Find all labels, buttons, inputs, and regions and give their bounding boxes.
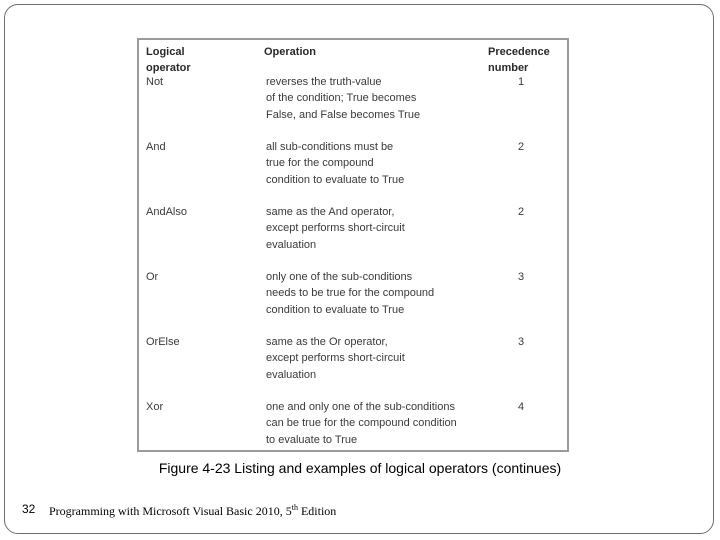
- header-logical-operator: Logical operator: [146, 46, 191, 74]
- book-title-prefix: Programming with Microsoft Visual Basic 2010, 5: [49, 504, 292, 518]
- book-title-suffix: Edition: [297, 504, 337, 518]
- operation-cell: all sub-conditions must be true for the compound condition to evaluate to True: [266, 141, 405, 186]
- precedence-cell: 3: [517, 271, 525, 283]
- operation-cell: reverses the truth-value of the condition; True becomes False, and False becomes True: [266, 76, 421, 121]
- operation-cell: same as the Or operator, except performs short-circuit evaluation: [266, 336, 405, 381]
- precedence-cell: 1: [517, 76, 525, 88]
- precedence-cell: 2: [517, 206, 525, 218]
- header-precedence-number: Precedence number: [488, 46, 550, 74]
- operator-cell: And: [146, 141, 166, 153]
- precedence-cell: 2: [517, 141, 525, 153]
- book-title: [49, 503, 336, 519]
- operation-cell: one and only one of the sub-conditions can be true for the compound condition to evaluate to True: [266, 401, 457, 446]
- operation-cell: same as the And operator, except performs short-circuit evaluation: [266, 206, 405, 251]
- operation-cell: only one of the sub-conditions needs to be true for the compound condition to evaluate to True: [266, 271, 435, 316]
- operator-cell: AndAlso: [146, 206, 187, 218]
- edition-superscript: th: [291, 503, 298, 512]
- precedence-cell: 3: [517, 336, 525, 348]
- operator-cell: Xor: [146, 401, 164, 413]
- operator-cell: Or: [146, 271, 159, 283]
- header-operation: Operation: [264, 46, 316, 58]
- precedence-cell: 4: [517, 401, 525, 413]
- page-number: 32: [22, 502, 36, 516]
- operator-cell: Not: [146, 76, 164, 88]
- operator-cell: OrElse: [146, 336, 180, 348]
- logical-operators-table: [137, 38, 569, 452]
- figure-caption: Figure 4-23 Listing and examples of logical operators (continues): [158, 460, 562, 476]
